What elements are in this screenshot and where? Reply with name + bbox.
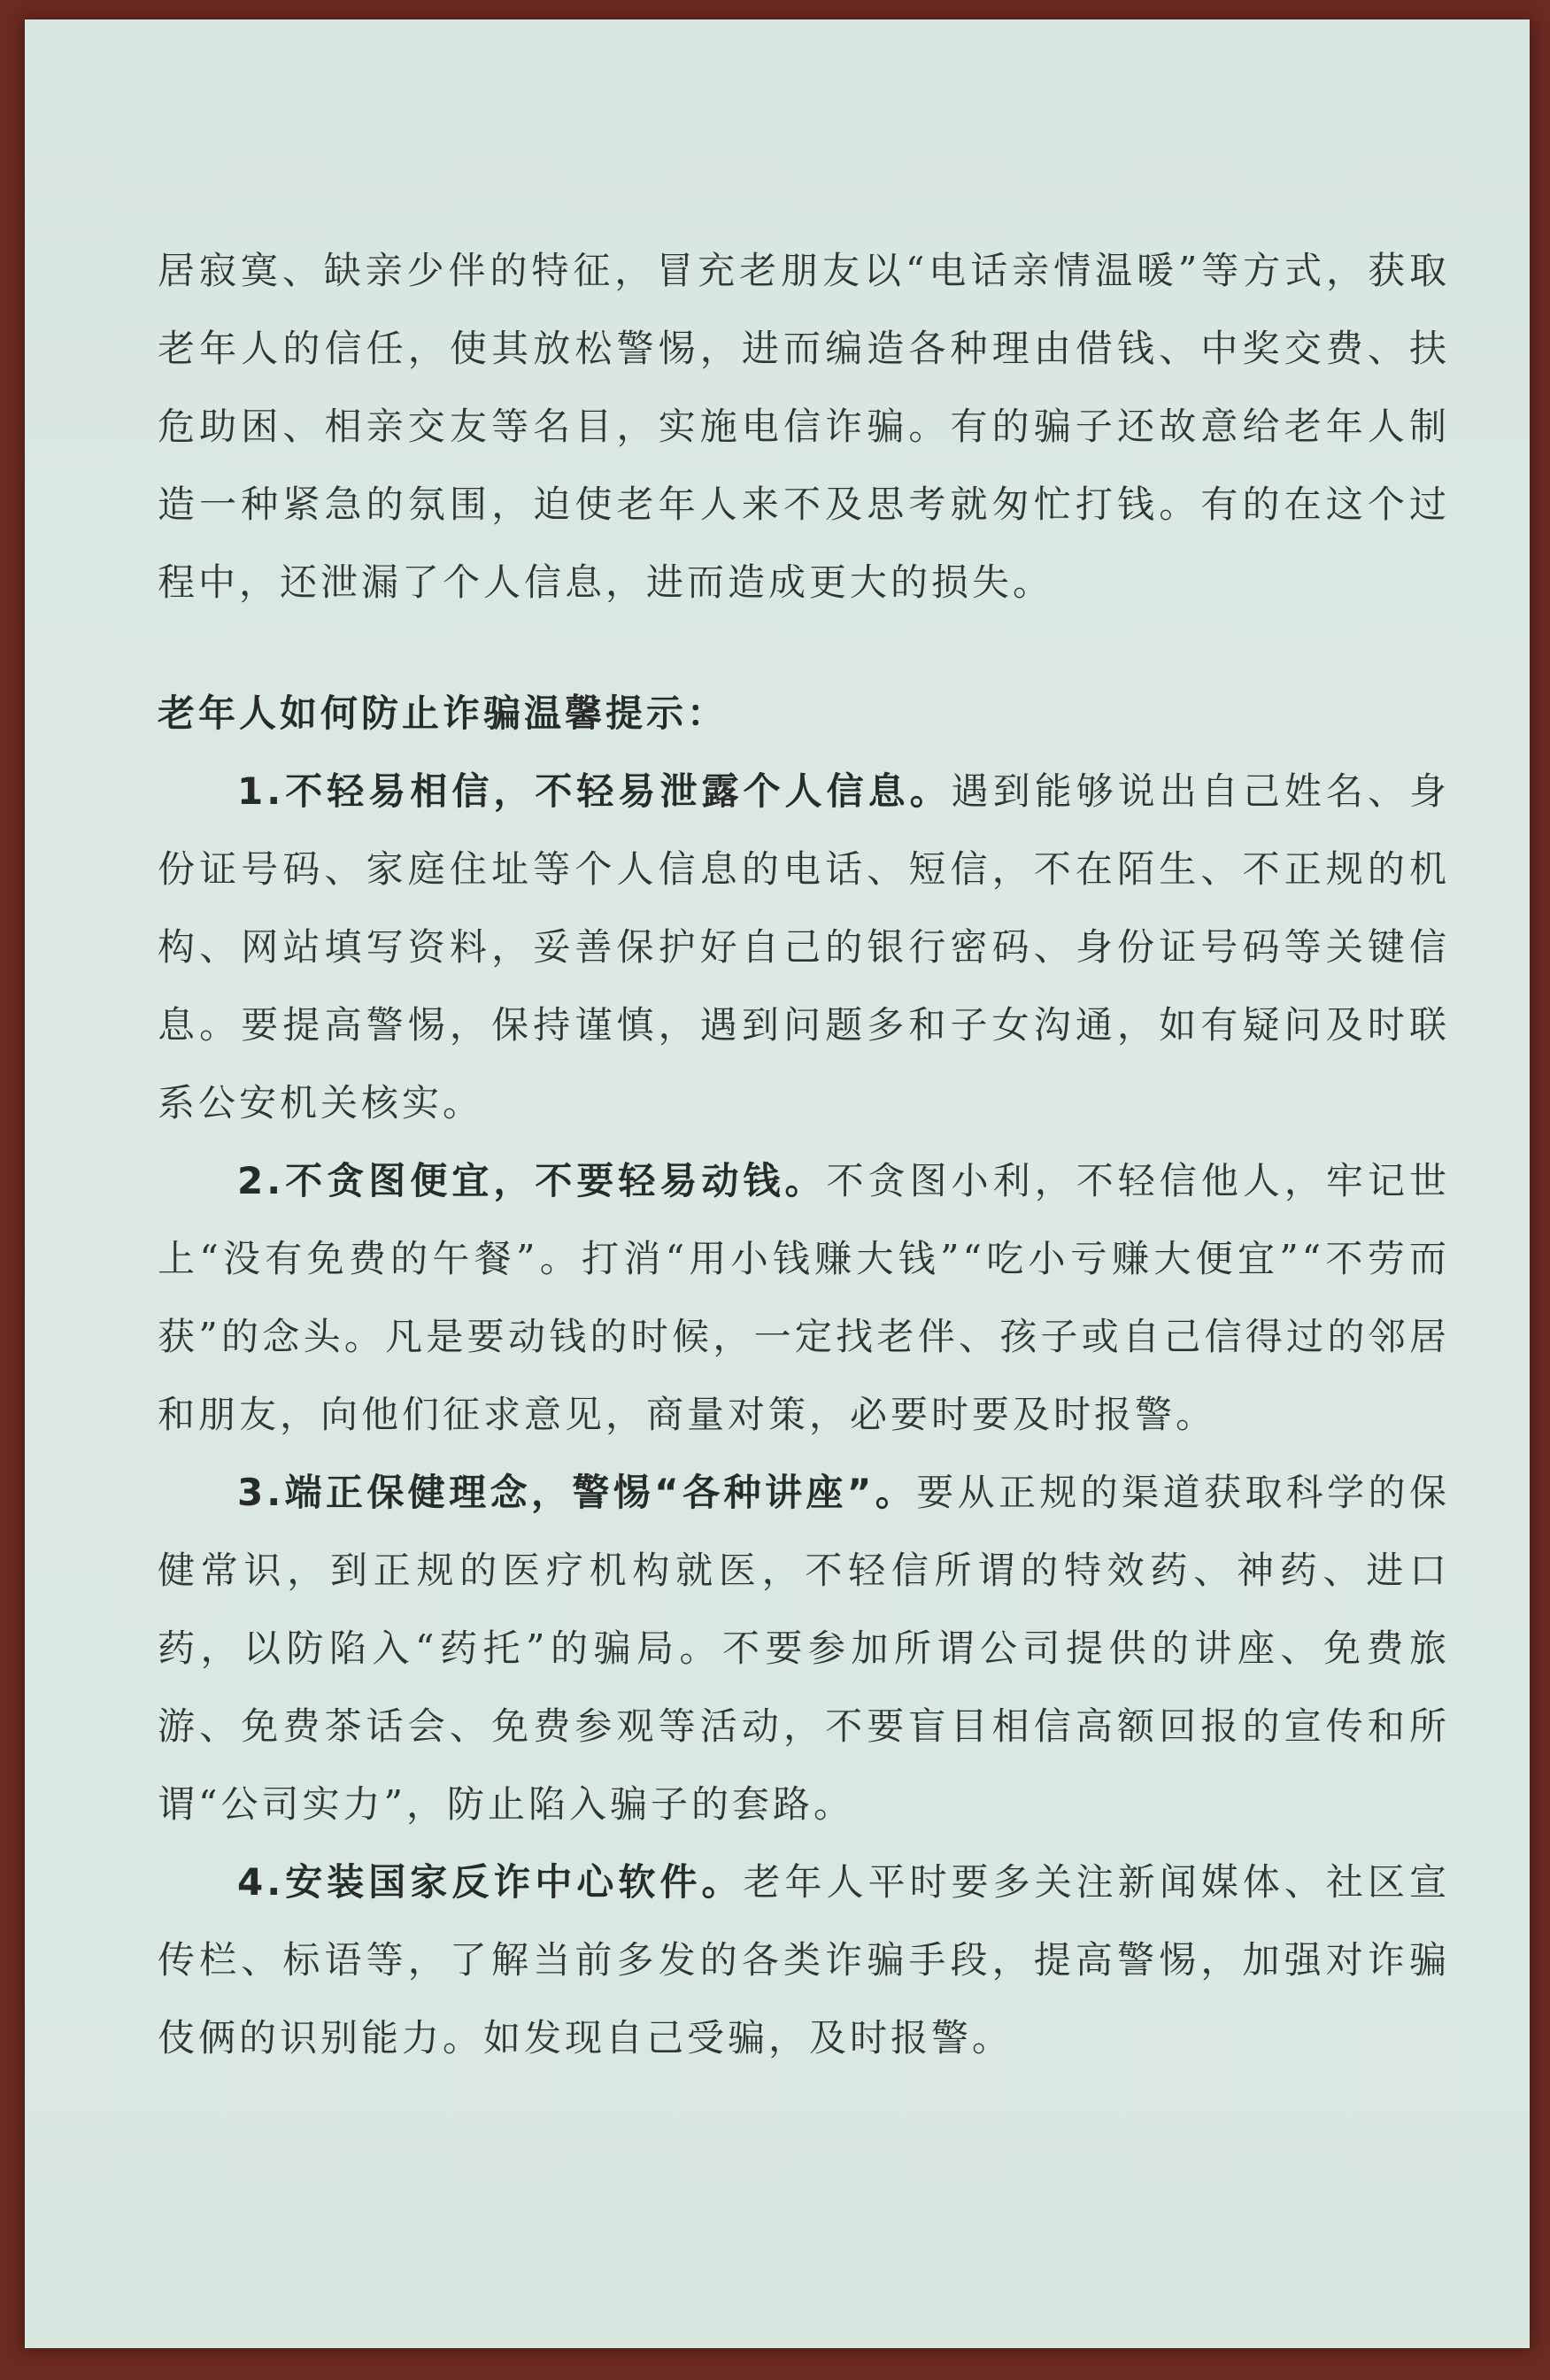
tip-body-4: 老年人平时要多关注新闻媒体、社区宣传栏、标语等，了解当前多发的各类诈骗手段，提高警惕，加强对诈骗伎俩的识别能力。如发现自己受骗，及时报警。 bbox=[158, 1860, 1450, 2059]
document-content bbox=[158, 232, 1450, 2077]
tip-item-1 bbox=[158, 753, 1450, 1142]
tip-title-4: 4.安装国家反诈中心软件。 bbox=[237, 1860, 744, 1904]
tip-body-2: 不贪图小利，不轻信他人，牢记世上“没有免费的午餐”。打消“用小钱赚大钱”“吃小亏赚大便宜”“不劳而获”的念头。凡是要动钱的时候，一定找老伴、孩子或自己信得过的邻居和朋友，向他们征求意见，商量对策，必要时要及时报警。 bbox=[158, 1159, 1450, 1436]
tip-item-3 bbox=[158, 1454, 1450, 1843]
intro-paragraph: 居寂寞、缺亲少伴的特征，冒充老朋友以“电话亲情温暖”等方式，获取老年人的信任，使其放松警惕，进而编造各种理由借钱、中奖交费、扶危助困、相亲交友等名目，实施电信诈骗。有的骗子还故意给老年人制造一种紧急的氛围，迫使老年人来不及思考就匆忙打钱。有的在这个过程中，还泄漏了个人信息，进而造成更大的损失。 bbox=[158, 249, 1450, 604]
tip-item-2 bbox=[158, 1142, 1450, 1454]
tip-title-1: 1.不轻易相信，不轻易泄露个人信息。 bbox=[237, 769, 952, 813]
tip-title-3: 3.端正保健理念，警惕“各种讲座”。 bbox=[237, 1471, 917, 1514]
tip-body-3: 要从正规的渠道获取科学的保健常识，到正规的医疗机构就医，不轻信所谓的特效药、神药、进口药，以防陷入“药托”的骗局。不要参加所谓公司提供的讲座、免费旅游、免费茶话会、免费参观等活动，不要盲目相信高额回报的宣传和所谓“公司实力”，防止陷入骗子的套路。 bbox=[158, 1471, 1450, 1826]
document-page bbox=[25, 19, 1530, 2348]
tip-item-4 bbox=[158, 1843, 1450, 2077]
tips-heading: 老年人如何防止诈骗温馨提示： bbox=[158, 692, 729, 735]
tip-title-2: 2.不贪图便宜，不要轻易动钱。 bbox=[237, 1159, 827, 1202]
tip-body-1: 遇到能够说出自己姓名、身份证号码、家庭住址等个人信息的电话、短信，不在陌生、不正规的机构、网站填写资料，妥善保护好自己的银行密码、身份证号码等关键信息。要提高警惕，保持谨慎，遇到问题多和子女沟通，如有疑问及时联系公安机关核实。 bbox=[158, 769, 1450, 1124]
